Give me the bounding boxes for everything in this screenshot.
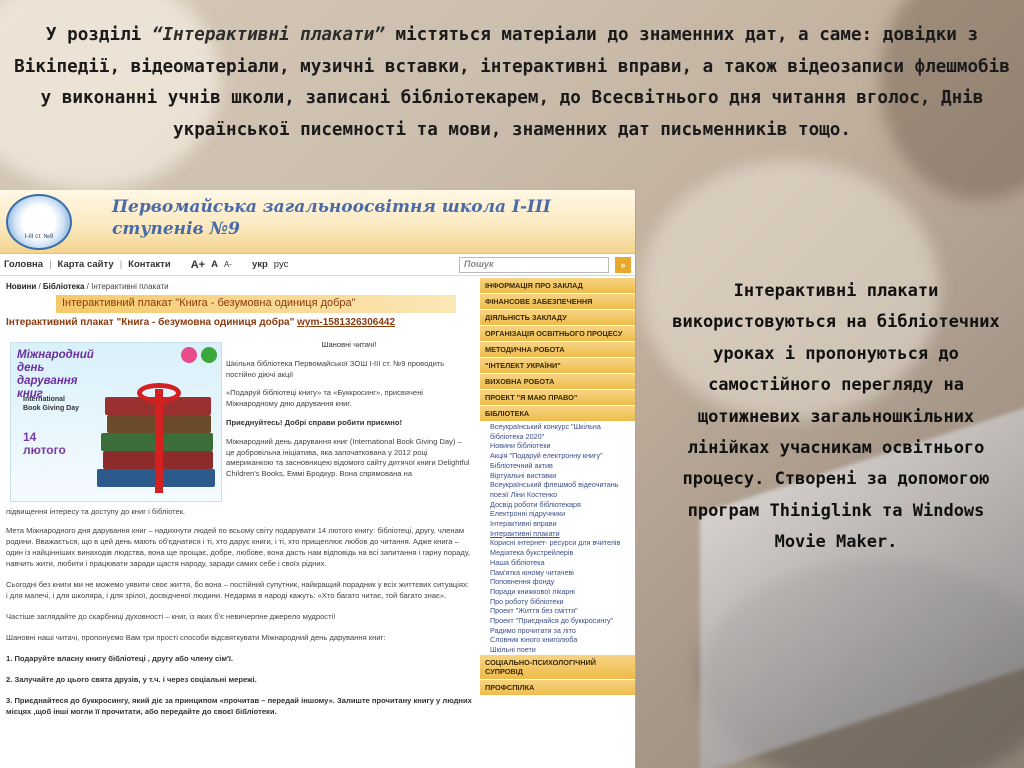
school-logo-icon[interactable] [6,194,72,250]
sidebar-item[interactable]: ДІЯЛЬНІСТЬ ЗАКЛАДУ [480,310,636,326]
poster-date: 14 лютого [23,430,66,457]
breadcrumb-library[interactable]: Бібліотека [42,282,85,291]
intro-part2: містяться матеріали до знаменних дат, а саме: довідки з Вікіпедії, відеоматеріали, музичні вставки, інтерактивні вправи, а також відеозаписи флешмобів у виконанні учнів школи, записані бібліотекарем, до Всесвітнього дня читання вголос, Днів української писемності та мови, знаменних дат письменників тощо. [14,25,1010,140]
body-paragraph: 3. Приєднайтеся до буккросингу, який діє за принципом «прочитав – передай іншому». Залиште прочитану книгу у людних місцях ,щоб інші могли її прочитати, або передайте до своєї бібліотеки. [6,696,472,716]
intro-quote: “Інтерактивні плакати” [151,25,385,45]
news-paragraph: «Подаруй бібліотеці книгу» та «Буккросинг», присвячені Міжнародному дню дарування книг. [226,388,423,409]
poster-english: International Book Giving Day [23,396,80,412]
breadcrumb-news[interactable]: Новини [6,282,37,291]
sidebar-item-library[interactable]: БІБЛІОТЕКА [480,406,636,422]
sidebar-item[interactable]: ІНФОРМАЦІЯ ПРО ЗАКЛАД [480,278,636,294]
sidebar-item[interactable]: МЕТОДИЧНА РОБОТА [480,342,636,358]
poster-controls [181,347,217,363]
body-paragraph: Сьогодні без книги ми не можемо уявити своє життя, бо вона – постійний супутник, найкращий порадник у всіх життєвих ситуаціях: і для малечі, і для школяра, і для зрілої, досвідченої людини. Недарма в народі кажуть: «Хто багато читає, той багато знає». [6,580,469,600]
news-paragraph: Міжнародний день дарування книг (International Book Giving Day) – це добровільна ініціатива, яка започаткована у 2012 році американкою та засновницею відомого сайту дитячої книги Delightful Children's Books, Еммі Бродкур. Вона спрямована на [226,436,470,479]
news-text [226,340,472,488]
submenu-item-active[interactable]: Інтерактивні плакати [490,528,560,538]
submenu-item[interactable]: Медіатека букстрейлерів [490,548,574,558]
sidebar-item[interactable]: ПРОФСПІЛКА [480,680,636,696]
nav-contacts-link[interactable]: Контакти [128,259,171,270]
description-text: Інтерактивні плакати використовуються на бібліотечних уроках і пропонуються до самостійного перегляду на щотижневих загальношкільних лінійках учасникам освітнього процесу. Створені за допомогою програм Thiniglink та Windows Movie Maker. [672,281,1000,553]
submenu-item[interactable]: Досвід роботи бібліотекаря [490,499,581,509]
sidebar-item[interactable]: ВИХОВНА РОБОТА [480,374,636,390]
submenu-item[interactable]: Електронні підручники [490,509,566,519]
body-paragraph: підвищення інтересу та доступу до книг і бібліотек. [6,507,186,516]
article-body [6,506,472,727]
sidebar-menu [480,278,636,768]
submenu-item[interactable]: Поповнення фонду [490,577,555,587]
submenu-item[interactable]: Новини бібліотеки [490,441,551,451]
body-paragraph: Частіше заглядайте до скарбниці духовності – книг, із яких б'є невичерпне джерело мудрості! [6,612,336,621]
main-content [0,278,478,768]
post-id-link[interactable]: wym-1581326306442 [297,317,396,328]
site-header [0,190,635,254]
sidebar-item[interactable]: ОРГАНІЗАЦІЯ ОСВІТНЬОГО ПРОЦЕСУ [480,326,636,342]
sidebar-submenu [480,422,636,655]
body-paragraph: 2. Залучайте до цього свята друзів, у т.ч. і через соціальні мережі. [6,675,257,684]
nav-sitemap-link[interactable]: Карта сайту [57,259,114,270]
search-button[interactable]: » [615,257,631,273]
submenu-item[interactable]: Проект "Приєднайся до буккросингу" [490,616,614,626]
submenu-item[interactable]: Всеукраїнський флешмоб відеочитань поезії Ліни Костенко [490,480,619,499]
top-nav: Головна | Карта сайту | Контакти A+ A A- укр рус Пошук » [0,254,635,276]
sidebar-item[interactable]: ПРОЕКТ "Я МАЮ ПРАВО" [480,390,636,406]
submenu-item[interactable]: Віртуальні виставки [490,470,557,480]
post-title-text: Інтерактивний плакат "Книга - безумовна одиниця добра" [6,317,295,328]
font-decrease-button[interactable]: A- [223,260,232,269]
intro-text [10,20,1014,146]
lang-uk-link[interactable]: укр [251,259,268,270]
body-paragraph: Шановні наші читачі, пропонуємо Вам три прості способи відсвяткувати Міжнародний день дарування книг: [6,633,386,642]
submenu-item[interactable]: Корисні інтернет- ресурси для вчителів [490,538,621,548]
font-normal-button[interactable]: A [211,259,218,270]
submenu-item[interactable]: Шкільні поети [490,645,536,655]
logo-text: І-ІІІ ст. №9 [24,234,54,240]
website-screenshot [0,190,636,768]
books-illustration-icon [97,383,217,495]
poster-heading: Міжнародний день дарування книг [17,349,94,400]
site-title: Первомайська загальноосвітня школа І-ІІІ ступенів №9 [112,197,551,239]
play-icon[interactable] [201,347,217,363]
post-title [6,317,472,328]
submenu-item[interactable]: Всеукраїнський конкурс "Шкільна бібліотека 2020" [490,422,601,441]
submenu-item[interactable]: Проект "Життя без сміття" [490,606,578,616]
breadcrumb: Новини / Бібліотека / Інтерактивні плакати [6,282,169,291]
submenu-item[interactable]: Словник юного книголюба [490,635,578,645]
submenu-item[interactable]: Наша бібліотека [490,557,545,567]
submenu-item[interactable]: Інтерактивні вправи [490,519,557,529]
submenu-item[interactable]: Акція "Подаруй електронну книгу" [490,451,603,461]
news-greeting: Шановні читачі! [321,340,377,349]
pink-dot-icon[interactable] [181,347,197,363]
page-title: Інтерактивний плакат "Книга - безумовна одиниця добра" [56,295,456,313]
sidebar-item[interactable]: ФІНАНСОВЕ ЗАБЕЗПЕЧЕННЯ [480,294,636,310]
submenu-item[interactable]: Поради книжкової лікарні [490,586,575,596]
submenu-item[interactable]: Про роботу бібліотеки [490,596,564,606]
nav-home-link[interactable]: Головна [4,259,44,270]
news-paragraph: Шкільна бібліотека Первомайської ЗОШ І-ІІІ ст. №9 проводить постійно діючі акції [226,358,445,379]
news-paragraph: Приєднуйтесь! Добрі справи робити приємно! [226,417,403,427]
interactive-poster[interactable] [10,342,222,502]
body-paragraph: Мета Міжнародного дня дарування книг – надихнути людей по всьому світу подарувати 14 лютого книгу: бібліотеці, другу, членам родини. Вважається, що в цей день мають об'єднатися і ті, хто дарує книги, і ті, хто прищеплює любов до читання. Адже книга – один із найцінніших винаходів людства, вона ще прощає, добре, любове, вона дасть нам відповідь на всі запитання і гарну пораду, навчить жити, любити і працювати заради щастя народу, заради самих себе і своїх рідних. [6,526,470,568]
sidebar-item[interactable]: "ІНТЕЛЕКТ УКРАЇНИ" [480,358,636,374]
submenu-item[interactable]: Пам'ятка юному читачеві [490,567,574,577]
submenu-item[interactable]: Радимо прочитати за літо [490,625,576,635]
sidebar-item[interactable]: СОЦІАЛЬНО-ПСИХОЛОГІЧНИЙ СУПРОВІД [480,655,636,680]
breadcrumb-current: Інтерактивні плакати [91,282,169,291]
font-increase-button[interactable]: A+ [190,258,206,271]
search-input[interactable]: Пошук [459,257,609,273]
intro-part1: У розділі [45,25,152,45]
submenu-item[interactable]: Бібліотечний актив [490,460,553,470]
body-paragraph: 1. Подаруйте власну книгу бібліотеці , другу або члену сім'ї. [6,654,234,663]
lang-ru-link[interactable]: рус [273,259,289,270]
